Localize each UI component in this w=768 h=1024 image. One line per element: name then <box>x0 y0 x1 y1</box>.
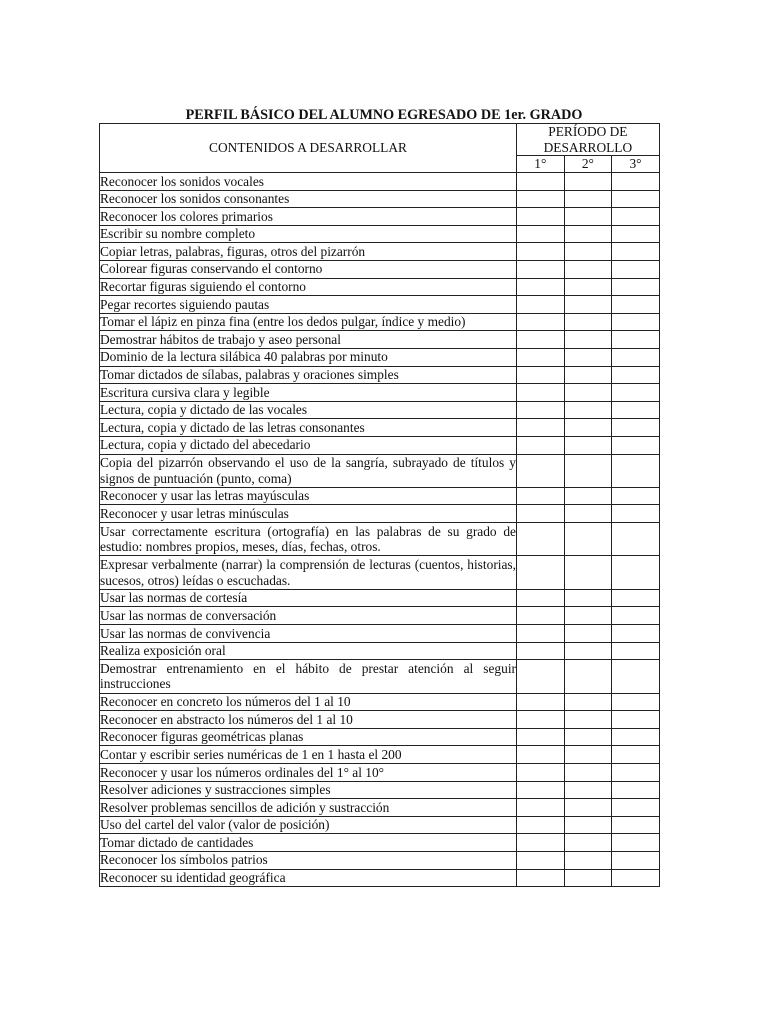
period-1-checkbox-cell[interactable] <box>517 781 565 799</box>
content-cell: Resolver problemas sencillos de adición y sustracción <box>100 799 517 817</box>
period-1-checkbox-cell[interactable] <box>517 764 565 782</box>
period-2-checkbox-cell[interactable] <box>564 781 612 799</box>
period-1-checkbox-cell[interactable] <box>517 746 565 764</box>
period-2-checkbox-cell[interactable] <box>564 764 612 782</box>
period-2-checkbox-cell[interactable] <box>564 348 612 366</box>
content-cell: Reconocer los colores primarios <box>100 208 517 226</box>
period-1-checkbox-cell[interactable] <box>517 313 565 331</box>
period-1-checkbox-cell[interactable] <box>517 711 565 729</box>
table-row <box>100 173 660 191</box>
period-1-checkbox-cell[interactable] <box>517 296 565 314</box>
table-row <box>100 642 660 660</box>
table-row <box>100 454 660 487</box>
period-3-checkbox-cell[interactable] <box>612 869 660 887</box>
content-cell: Tomar dictado de cantidades <box>100 834 517 852</box>
content-cell: Colorear figuras conservando el contorno <box>100 260 517 278</box>
content-cell: Expresar verbalmente (narrar) la comprensión de lecturas (cuentos, historias, sucesos, otros) leídas o escuchadas. <box>100 557 516 588</box>
period-2-checkbox-cell[interactable] <box>564 331 612 349</box>
period-1-checkbox-cell[interactable] <box>517 693 565 711</box>
period-1-checkbox-cell[interactable] <box>517 436 565 454</box>
table-row <box>100 693 660 711</box>
period-2-checkbox-cell[interactable] <box>564 401 612 419</box>
content-cell: Usar las normas de convivencia <box>100 625 517 643</box>
period-3-checkbox-cell[interactable] <box>612 208 660 226</box>
table-row <box>100 331 660 349</box>
period-2-checkbox-cell[interactable] <box>564 505 612 523</box>
period-3-checkbox-cell[interactable] <box>612 190 660 208</box>
table-row <box>100 660 660 693</box>
table-row <box>100 487 660 505</box>
content-cell: Reconocer los símbolos patrios <box>100 851 517 869</box>
content-cell: Pegar recortes siguiendo pautas <box>100 296 517 314</box>
period-2-checkbox-cell[interactable] <box>564 454 612 487</box>
period-2-checkbox-cell[interactable] <box>564 366 612 384</box>
table-row <box>100 746 660 764</box>
period-1-checkbox-cell[interactable] <box>517 366 565 384</box>
table-row <box>100 225 660 243</box>
table-row <box>100 208 660 226</box>
content-cell: Lectura, copia y dictado de las vocales <box>100 401 517 419</box>
period-1-checkbox-cell[interactable] <box>517 243 565 261</box>
period-1-checkbox-cell[interactable] <box>517 173 565 191</box>
period-2-checkbox-cell[interactable] <box>564 711 612 729</box>
period-3-checkbox-cell[interactable] <box>612 243 660 261</box>
period-3-checkbox-cell[interactable] <box>612 607 660 625</box>
period-3-checkbox-cell[interactable] <box>612 728 660 746</box>
period-3-checkbox-cell[interactable] <box>612 693 660 711</box>
period-2-checkbox-cell[interactable] <box>564 869 612 887</box>
content-cell: Uso del cartel del valor (valor de posición) <box>100 816 517 834</box>
content-cell: Reconocer en concreto los números del 1 al 10 <box>100 693 517 711</box>
content-cell: Realiza exposición oral <box>100 642 517 660</box>
period-3-checkbox-cell[interactable] <box>612 625 660 643</box>
period-2-checkbox-cell[interactable] <box>564 173 612 191</box>
period-2-checkbox-cell[interactable] <box>564 728 612 746</box>
table-row <box>100 589 660 607</box>
period-3-checkbox-cell[interactable] <box>612 278 660 296</box>
period-3-checkbox-cell[interactable] <box>612 851 660 869</box>
period-3-checkbox-cell[interactable] <box>612 523 660 556</box>
period-3-checkbox-cell[interactable] <box>612 260 660 278</box>
period-3-checkbox-cell[interactable] <box>612 505 660 523</box>
period-1-checkbox-cell[interactable] <box>517 660 565 693</box>
table-row <box>100 799 660 817</box>
table-row <box>100 781 660 799</box>
period-3-checkbox-cell[interactable] <box>612 419 660 437</box>
content-cell: Usar las normas de cortesía <box>100 589 517 607</box>
document-title: PERFIL BÁSICO DEL ALUMNO EGRESADO DE 1er. GRADO <box>185 107 583 123</box>
period-1-checkbox-cell[interactable] <box>517 208 565 226</box>
period-2-checkbox-cell[interactable] <box>564 589 612 607</box>
period-2-checkbox-cell[interactable] <box>564 834 612 852</box>
period-3-checkbox-cell[interactable] <box>612 816 660 834</box>
content-cell: Lectura, copia y dictado del abecedario <box>100 436 517 454</box>
period-2-checkbox-cell[interactable] <box>564 384 612 402</box>
period-3-checkbox-cell[interactable] <box>612 313 660 331</box>
content-cell: Tomar dictados de sílabas, palabras y oraciones simples <box>100 366 517 384</box>
table-row <box>100 505 660 523</box>
table-body <box>100 173 660 887</box>
period-2-checkbox-cell[interactable] <box>564 313 612 331</box>
period-2-checkbox-cell[interactable] <box>564 487 612 505</box>
table-row <box>100 436 660 454</box>
period-3-checkbox-cell[interactable] <box>612 660 660 693</box>
header-period-3: 3° <box>612 156 660 173</box>
content-cell: Reconocer y usar las letras mayúsculas <box>100 487 517 505</box>
period-2-checkbox-cell[interactable] <box>564 225 612 243</box>
period-3-checkbox-cell[interactable] <box>612 711 660 729</box>
content-cell: Recortar figuras siguiendo el contorno <box>100 278 517 296</box>
table-row <box>100 764 660 782</box>
content-cell: Reconocer los sonidos consonantes <box>100 190 517 208</box>
period-2-checkbox-cell[interactable] <box>564 190 612 208</box>
period-3-checkbox-cell[interactable] <box>612 225 660 243</box>
period-3-checkbox-cell[interactable] <box>612 764 660 782</box>
period-2-checkbox-cell[interactable] <box>564 660 612 693</box>
content-cell: Usar correctamente escritura (ortografía) en las palabras de su grado de estudio: nombres propios, meses, días, fechas, otros. <box>100 523 516 555</box>
table-row <box>100 419 660 437</box>
period-3-checkbox-cell[interactable] <box>612 781 660 799</box>
content-cell: Reconocer y usar los números ordinales del 1° al 10° <box>100 764 517 782</box>
table-row <box>100 816 660 834</box>
period-3-checkbox-cell[interactable] <box>612 366 660 384</box>
period-1-checkbox-cell[interactable] <box>517 384 565 402</box>
period-1-checkbox-cell[interactable] <box>517 487 565 505</box>
content-cell: Dominio de la lectura silábica 40 palabras por minuto <box>100 348 517 366</box>
period-2-checkbox-cell[interactable] <box>564 693 612 711</box>
header-period-line1: PERÍODO DE <box>548 124 628 140</box>
header-contents: CONTENIDOS A DESARROLLAR <box>100 124 517 173</box>
period-1-checkbox-cell[interactable] <box>517 190 565 208</box>
content-cell: Copiar letras, palabras, figuras, otros del pizarrón <box>100 243 517 261</box>
period-1-checkbox-cell[interactable] <box>517 625 565 643</box>
period-3-checkbox-cell[interactable] <box>612 173 660 191</box>
content-cell: Contar y escribir series numéricas de 1 en 1 hasta el 200 <box>100 746 517 764</box>
header-period <box>517 124 660 156</box>
period-2-checkbox-cell[interactable] <box>564 419 612 437</box>
table-row <box>100 869 660 887</box>
period-3-checkbox-cell[interactable] <box>612 436 660 454</box>
period-2-checkbox-cell[interactable] <box>564 851 612 869</box>
period-3-checkbox-cell[interactable] <box>612 746 660 764</box>
header-period-1: 1° <box>517 156 565 173</box>
content-cell: Resolver adiciones y sustracciones simples <box>100 781 517 799</box>
period-1-checkbox-cell[interactable] <box>517 816 565 834</box>
period-3-checkbox-cell[interactable] <box>612 556 660 589</box>
content-cell: Reconocer figuras geométricas planas <box>100 728 517 746</box>
content-cell: Demostrar entrenamiento en el hábito de prestar atención al seguir instrucciones <box>100 660 516 692</box>
table-row <box>100 834 660 852</box>
table-row <box>100 728 660 746</box>
period-1-checkbox-cell[interactable] <box>517 348 565 366</box>
period-2-checkbox-cell[interactable] <box>564 642 612 660</box>
header-period-2: 2° <box>564 156 612 173</box>
period-1-checkbox-cell[interactable] <box>517 523 565 556</box>
period-1-checkbox-cell[interactable] <box>517 589 565 607</box>
period-3-checkbox-cell[interactable] <box>612 331 660 349</box>
period-1-checkbox-cell[interactable] <box>517 834 565 852</box>
period-2-checkbox-cell[interactable] <box>564 296 612 314</box>
content-cell: Lectura, copia y dictado de las letras consonantes <box>100 419 517 437</box>
content-cell: Escritura cursiva clara y legible <box>100 384 517 402</box>
profile-table <box>99 123 660 887</box>
period-2-checkbox-cell[interactable] <box>564 523 612 556</box>
period-1-checkbox-cell[interactable] <box>517 278 565 296</box>
period-2-checkbox-cell[interactable] <box>564 625 612 643</box>
content-cell: Demostrar hábitos de trabajo y aseo personal <box>100 331 517 349</box>
table-row <box>100 384 660 402</box>
period-1-checkbox-cell[interactable] <box>517 454 565 487</box>
table-row <box>100 260 660 278</box>
header-period-line2: DESARROLLO <box>543 139 633 155</box>
table-row <box>100 278 660 296</box>
period-1-checkbox-cell[interactable] <box>517 505 565 523</box>
period-2-checkbox-cell[interactable] <box>564 607 612 625</box>
content-cell: Reconocer su identidad geográfica <box>100 869 517 887</box>
period-1-checkbox-cell[interactable] <box>517 728 565 746</box>
period-2-checkbox-cell[interactable] <box>564 746 612 764</box>
period-1-checkbox-cell[interactable] <box>517 401 565 419</box>
period-1-checkbox-cell[interactable] <box>517 869 565 887</box>
period-1-checkbox-cell[interactable] <box>517 331 565 349</box>
period-1-checkbox-cell[interactable] <box>517 607 565 625</box>
period-3-checkbox-cell[interactable] <box>612 296 660 314</box>
period-1-checkbox-cell[interactable] <box>517 225 565 243</box>
period-2-checkbox-cell[interactable] <box>564 816 612 834</box>
table-row <box>100 851 660 869</box>
period-3-checkbox-cell[interactable] <box>612 642 660 660</box>
period-1-checkbox-cell[interactable] <box>517 799 565 817</box>
table-row <box>100 711 660 729</box>
table-row <box>100 556 660 589</box>
table-row <box>100 313 660 331</box>
content-cell: Reconocer y usar letras minúsculas <box>100 505 517 523</box>
period-1-checkbox-cell[interactable] <box>517 851 565 869</box>
period-3-checkbox-cell[interactable] <box>612 384 660 402</box>
period-2-checkbox-cell[interactable] <box>564 260 612 278</box>
period-3-checkbox-cell[interactable] <box>612 589 660 607</box>
table-row <box>100 348 660 366</box>
period-1-checkbox-cell[interactable] <box>517 642 565 660</box>
period-2-checkbox-cell[interactable] <box>564 278 612 296</box>
period-3-checkbox-cell[interactable] <box>612 487 660 505</box>
table-row <box>100 296 660 314</box>
table-header <box>100 124 660 173</box>
period-1-checkbox-cell[interactable] <box>517 260 565 278</box>
period-3-checkbox-cell[interactable] <box>612 401 660 419</box>
table-row <box>100 625 660 643</box>
table-row <box>100 523 660 556</box>
table-row <box>100 401 660 419</box>
content-cell: Reconocer los sonidos vocales <box>100 173 517 191</box>
table-row <box>100 190 660 208</box>
period-2-checkbox-cell[interactable] <box>564 243 612 261</box>
content-cell: Reconocer en abstracto los números del 1 al 10 <box>100 711 517 729</box>
period-3-checkbox-cell[interactable] <box>612 799 660 817</box>
period-2-checkbox-cell[interactable] <box>564 799 612 817</box>
content-cell: Usar las normas de conversación <box>100 607 517 625</box>
content-cell: Copia del pizarrón observando el uso de la sangría, subrayado de títulos y signos de puntuación (punto, coma) <box>100 455 516 486</box>
period-2-checkbox-cell[interactable] <box>564 436 612 454</box>
table-row <box>100 243 660 261</box>
table-row <box>100 366 660 384</box>
period-1-checkbox-cell[interactable] <box>517 419 565 437</box>
period-3-checkbox-cell[interactable] <box>612 834 660 852</box>
content-cell: Tomar el lápiz en pinza fina (entre los dedos pulgar, índice y medio) <box>100 313 517 331</box>
period-3-checkbox-cell[interactable] <box>612 454 660 487</box>
period-1-checkbox-cell[interactable] <box>517 556 565 589</box>
content-cell: Escribir su nombre completo <box>100 225 517 243</box>
table-row <box>100 607 660 625</box>
period-3-checkbox-cell[interactable] <box>612 348 660 366</box>
period-2-checkbox-cell[interactable] <box>564 556 612 589</box>
period-2-checkbox-cell[interactable] <box>564 208 612 226</box>
